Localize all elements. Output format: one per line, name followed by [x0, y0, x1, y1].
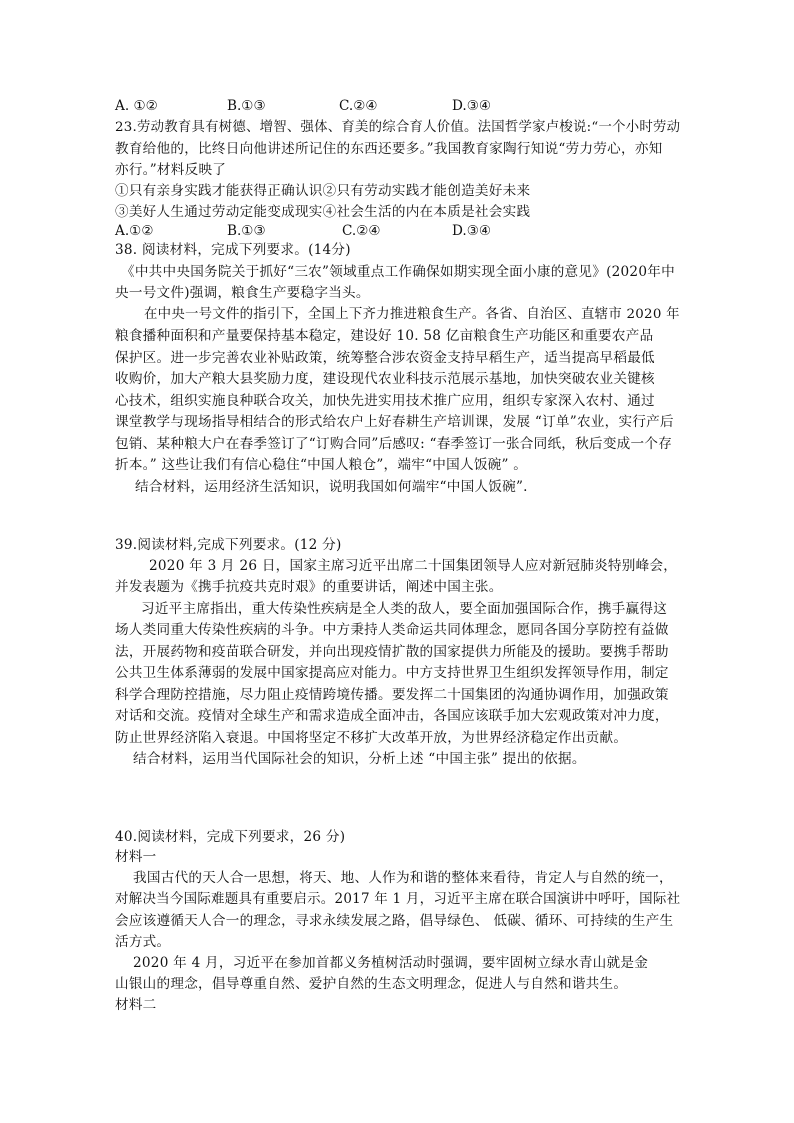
- q38-line: 心技术，组织实施良种联合攻关，加快先进实用技术推广应用，组织专家深入农村、通过: [115, 393, 655, 409]
- q40-material-label: 材料一: [115, 849, 157, 865]
- q39-line: 并发表题为《携手抗疫共克时艰》的重要讲话，阐述中国主张。: [115, 579, 503, 595]
- q38-line: 折本。” 这些让我们有信心稳住“中国人粮仓”，端牢“中国人饭碗” 。: [115, 457, 528, 473]
- q40-line: 会应该遵循天人合一的理念，寻求永续发展之路，倡导绿色、 低碳、循环、可持续的生产生: [115, 913, 674, 929]
- q38-heading: 38. 阅读材料，完成下列要求。(14分): [115, 242, 351, 258]
- option-a: A.①②: [115, 223, 154, 239]
- option-d: D.③④: [452, 223, 492, 239]
- q23-options: [115, 221, 635, 241]
- q40-heading: 40.阅读材料，完成下列要求，26 分): [115, 829, 346, 845]
- option-d: D.③④: [452, 98, 492, 114]
- q39-line: 2020 年 3 月 26 日，国家主席习近平出席二十国集团领导人应对新冠肺炎特别峰会，: [149, 558, 678, 574]
- q38-line: 课堂教学与现场指导相结合的形式给农户上好春耕生产培训课，发展 “订单”农业，实行产后: [115, 414, 674, 430]
- q40-line: 2020 年 4 月，习近平在参加首都义务植树活动时强调，要牢固树立绿水青山就是金: [133, 955, 649, 971]
- q40-line: 山银山的理念，倡导尊重自然、爱护自然的生态文明理念，促进人与自然和谐共生。: [115, 976, 628, 992]
- q39-line: 对话和交流。疫情对全球生产和需求造成全面冲击，各国应该联手加大宏观政策对冲力度，: [115, 708, 669, 724]
- q39-line: 习近平主席指出，重大传染性疾病是全人类的敌人，要全面加强国际合作，携手赢得这: [141, 601, 668, 617]
- q39-heading: 39.阅读材料,完成下列要求。(12 分): [115, 537, 342, 553]
- q38-line: 收购价，加大产粮大县奖励力度，建设现代农业科技示范展示基地，加快突破农业关键核: [115, 371, 655, 387]
- q40-line: 活方式。: [115, 934, 171, 950]
- q39-prompt: 结合材料，运用当代国际社会的知识，分析上述 “中国主张” 提出的依据。: [133, 751, 586, 767]
- q38-line: 粮食播种面积和产量要保持基本稳定，建设好 10. 58 亿亩粮食生产功能区和重要农产品: [115, 328, 654, 344]
- q39-line: 防止世界经济陷入衰退。中国将坚定不移扩大改革开放，为世界经济稳定作出贡献。: [115, 730, 628, 746]
- q23-stem-line: 23.劳动教育具有树德、增智、强体、育美的综合育人价值。法国哲学家卢梭说:“一个小时劳动: [115, 120, 681, 135]
- q40-line: 我国古代的天人合一思想，将天、地、人作为和谐的整体来看待，肯定人与自然的统一，: [133, 870, 673, 886]
- q23-stem-line: 亦行。”材料反映了: [115, 162, 227, 178]
- prev-question-options: [115, 96, 635, 116]
- option-c: C.②④: [339, 98, 378, 114]
- q39-line: 科学合理防控措施，尽力阻止疫情跨境传播。要发挥二十国集团的沟通协调作用，加强政策: [115, 687, 669, 703]
- q38-line: 央一号文件)强调，粮食生产要稳字当头。: [115, 285, 370, 301]
- q39-line: 场人类同重大传染性疾病的斗争。中方秉持人类命运共同体理念，愿同各国分享防控有益做: [115, 622, 669, 638]
- q38-line: 包销、某种粮大户在春季签订了“订购合同”后感叹: “春季签订一张合同纸，秋后变成一个存: [115, 436, 673, 452]
- q23-statement: ③美好人生通过劳动定能变成现实④社会生活的内在本质是社会实践: [115, 204, 531, 220]
- q40-material-label: 材料二: [115, 997, 157, 1013]
- q38-line: 《中共中央国务院关于抓好“三农”领域重点工作确保如期实现全面小康的意见》(2020年中: [121, 264, 675, 280]
- q39-line: 公共卫生体系薄弱的发展中国家提高应对能力。中方支持世界卫生组织发挥领导作用，制定: [115, 665, 669, 681]
- option-b: B.①③: [227, 223, 266, 239]
- q23-stem-line: 教育给他的，比终日向他讲述所记住的东西还要多。”我国教育家陶行知说“劳力劳心，亦知: [115, 141, 663, 157]
- q38-prompt: 结合材料，运用经济生活知识，说明我国如何端牢“中国人饭碗”.: [135, 479, 528, 495]
- q40-line: 对解决当今国际难题具有重要启示。2017 年 1 月，习近平主席在联合国演讲中呼吁，国际社: [115, 891, 681, 907]
- q38-line: 在中央一号文件的指引下，全国上下齐力推进粮食生产。各省、自治区、直辖市 2020 年: [144, 307, 680, 322]
- q38-line: 保护区。进一步完善农业补贴政策，统筹整合涉农资金支持早稻生产，适当提高早稻最低: [115, 350, 655, 366]
- q23-statement: ①只有亲身实践才能获得正确认识②只有劳动实践才能创造美好未来: [115, 183, 531, 199]
- q39-line: 法，开展药物和疫苗联合研发，并向出现疫情扩散的国家提供力所能及的援助。要携手帮助: [115, 644, 669, 660]
- option-c: C.②④: [342, 223, 381, 239]
- option-a: A. ①②: [115, 98, 158, 114]
- option-b: B.①③: [227, 98, 266, 114]
